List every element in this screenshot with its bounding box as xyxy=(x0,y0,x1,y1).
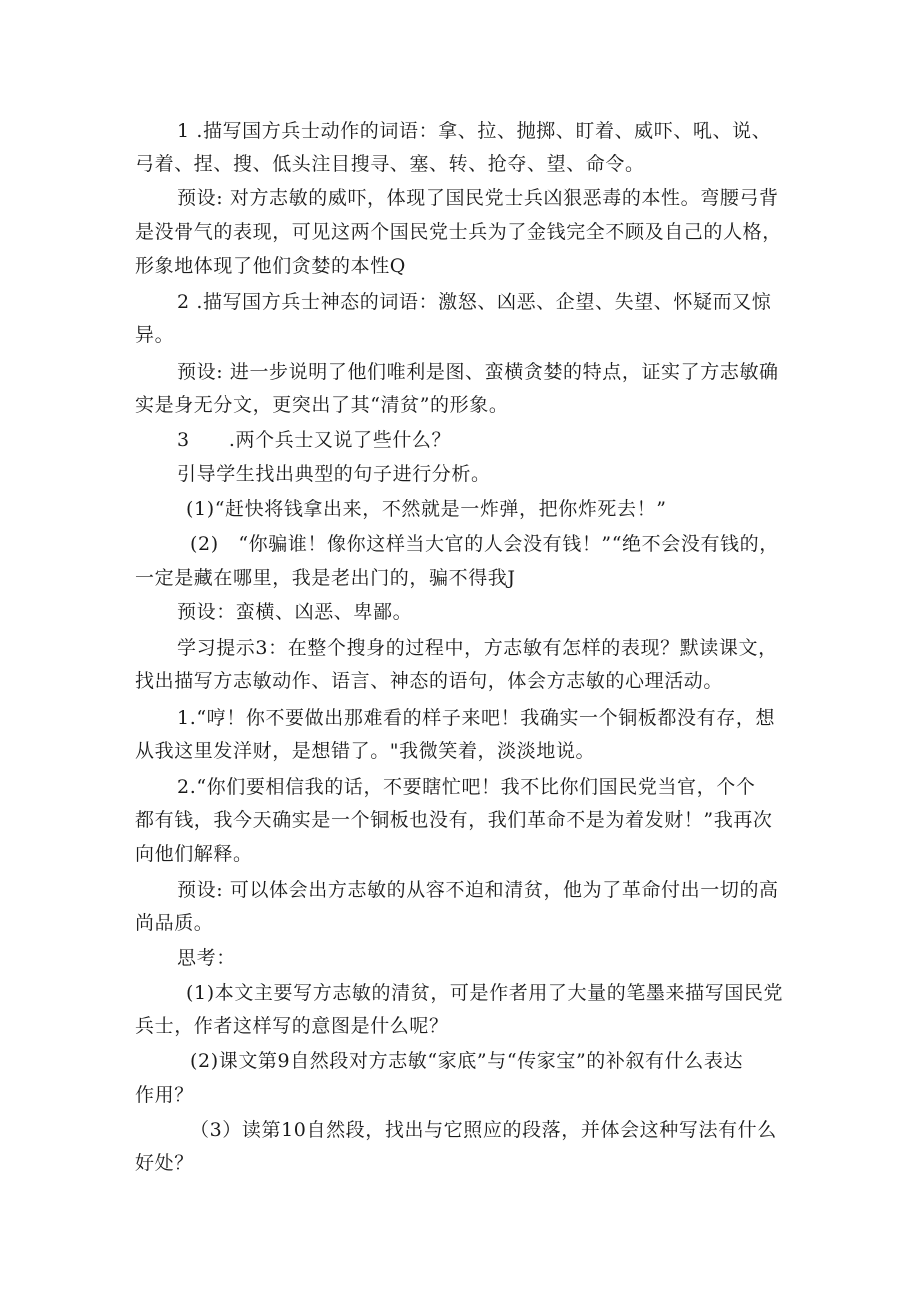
text-line: 2.“你们要相信我的话，不要瞎忙吧！我不比你们国民党当官，个个 xyxy=(177,776,756,798)
text-line: (1)本文主要写方志敏的清贫，可是作者用了大量的笔墨来描写国民党 xyxy=(186,982,784,1004)
text-line: 2 .描写国方兵士神态的词语：激怒、凶恶、企望、失望、怀疑而又惊 xyxy=(177,291,772,313)
text-line: 形象地体现了他们贪婪的本性Q xyxy=(135,255,406,277)
text-line: (2)课文第9自然段对方志敏“家底”与“传家宝”的补叙有什么表达 xyxy=(190,1050,744,1072)
text-line: (2) “你骗谁！像你这样当大官的人会没有钱！”“绝不会没有钱的， xyxy=(190,533,779,555)
text-line: 都有钱，我今天确实是一个铜板也没有，我们革命不是为着发财！”我再次 xyxy=(135,809,773,831)
text-line: 思考： xyxy=(177,947,236,969)
text-line: 作用？ xyxy=(135,1084,194,1106)
text-line: 一定是藏在哪里，我是老出门的，骗不得我J xyxy=(135,567,516,589)
text-line: 1 .描写国方兵士动作的词语：拿、拉、抛掷、盯着、威吓、吼、说、 xyxy=(177,120,772,142)
text-line: 弓着、捏、搜、低头注目搜寻、塞、转、抢夺、望、命令。 xyxy=(135,153,645,175)
text-line: 引导学生找出典型的句子进行分析。 xyxy=(177,463,491,485)
text-line: 预设: 对方志敏的威吓，体现了国民党士兵凶狠恶毒的本性。弯腰弓背 xyxy=(177,187,779,209)
text-line: 尚品质。 xyxy=(135,912,214,934)
text-line: 预设：蛮横、凶恶、卑鄙。 xyxy=(177,601,413,623)
text-line: 是没骨气的表现，可见这两个国民党士兵为了金钱完全不顾及自己的人格， xyxy=(135,221,782,243)
text-line: （3）读第10自然段，找出与它照应的段落，并体会这种写法有什么 xyxy=(190,1119,777,1141)
text-line: 实是身无分文，更突出了其“清贫”的形象。 xyxy=(135,394,509,416)
text-line: 学习提示3：在整个搜身的过程中，方志敏有怎样的表现？默读课文， xyxy=(177,637,778,659)
text-line: 兵士，作者这样写的意图是什么呢？ xyxy=(135,1015,449,1037)
text-line: 找出描写方志敏动作、语言、神态的语句，体会方志敏的心理活动。 xyxy=(135,670,724,692)
text-line: 预设: 可以体会出方志敏的从容不迫和清贫，他为了革命付出一切的高 xyxy=(177,879,779,901)
text-line: 1.“哼！你不要做出那难看的样子来吧！我确实一个铜板都没有存，想 xyxy=(177,707,776,729)
text-line: 异。 xyxy=(135,324,175,346)
text-line: 3 .两个兵士又说了些什么？ xyxy=(177,429,452,451)
text-line: (1)“赶快将钱拿出来，不然就是一炸弹，把你炸死去！” xyxy=(186,498,667,520)
text-line: 预设: 进一步说明了他们唯利是图、蛮横贪婪的特点，证实了方志敏确 xyxy=(177,361,779,383)
text-line: 从我这里发洋财，是想错了。"我微笑着，淡淡地说。 xyxy=(135,740,596,762)
text-line: 好处？ xyxy=(135,1152,194,1174)
text-line: 向他们解释。 xyxy=(135,843,253,865)
